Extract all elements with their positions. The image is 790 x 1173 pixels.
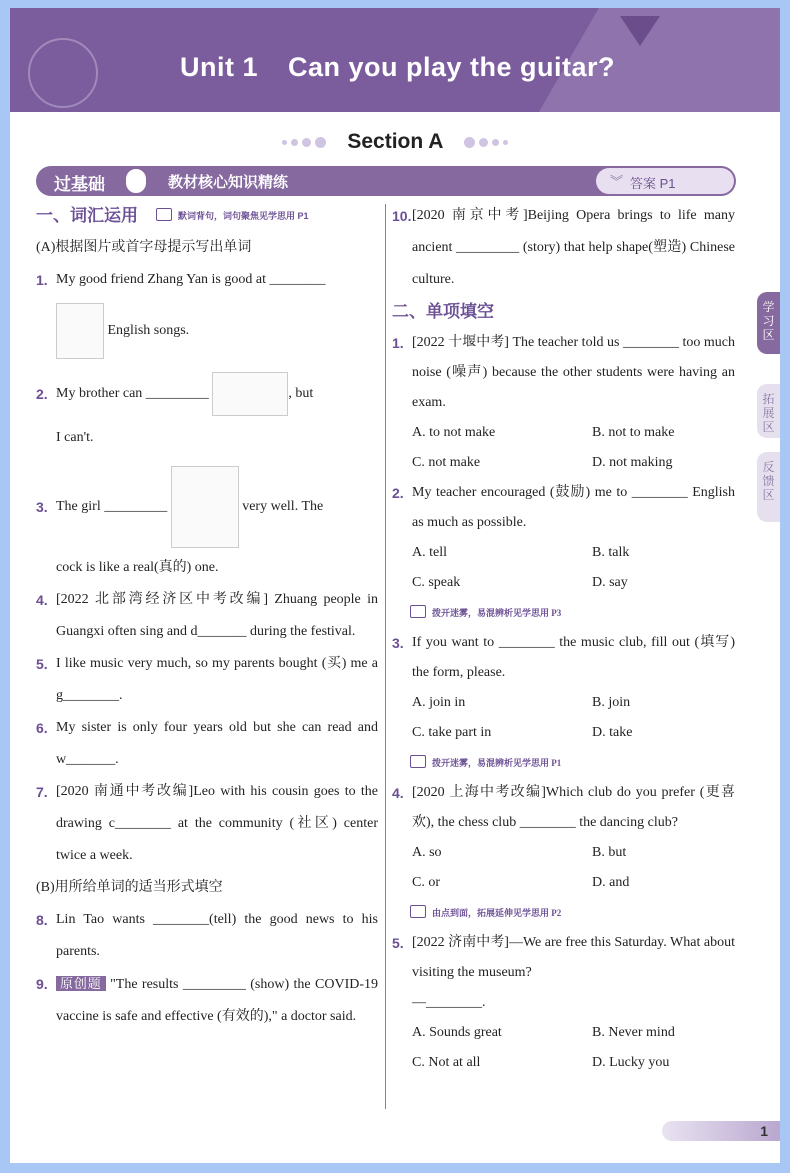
q-text: My teacher encouraged (鼓励) me to ________ English as much as possible. bbox=[412, 485, 735, 530]
q-text: My brother can _________ bbox=[56, 386, 209, 401]
question-1 bbox=[36, 264, 378, 296]
q-text: I can't. bbox=[56, 430, 94, 445]
q-text: [2020 上海中考改编]Which club do you prefer (更喜欢), the chess club ________ the dancing club? bbox=[412, 785, 735, 830]
option-b[interactable]: B. but bbox=[592, 845, 627, 860]
answer-label: 答案 bbox=[630, 176, 657, 191]
mc-question-3 bbox=[392, 628, 735, 688]
option-a[interactable]: A. so bbox=[412, 845, 442, 860]
mc-question-2 bbox=[392, 478, 735, 538]
option-c[interactable]: C. take part in bbox=[412, 725, 492, 740]
note-3 bbox=[392, 898, 735, 928]
clipboard-icon bbox=[124, 167, 148, 195]
touch-screen-icon bbox=[410, 905, 426, 918]
q-number: 5. bbox=[392, 935, 404, 951]
unit-number: Unit 1 bbox=[180, 52, 259, 82]
option-a[interactable]: A. tell bbox=[412, 545, 447, 560]
q-number: 2. bbox=[36, 386, 48, 402]
question-8 bbox=[36, 904, 378, 968]
q-text: , but bbox=[288, 386, 314, 401]
option-c[interactable]: C. Not at all bbox=[412, 1055, 481, 1070]
girl-drawing-image bbox=[171, 466, 239, 548]
option-a[interactable]: A. to not make bbox=[412, 425, 496, 440]
column-divider bbox=[385, 204, 386, 1109]
tab-extension-area[interactable]: 拓展区 bbox=[757, 384, 780, 438]
bar-subtitle: 教材核心知识精练 bbox=[168, 174, 289, 191]
book-search-icon bbox=[410, 755, 426, 768]
mc-question-4 bbox=[392, 778, 735, 838]
girl-singing-image bbox=[56, 303, 104, 359]
tab-study-area[interactable]: 学习区 bbox=[757, 292, 780, 354]
unit-header bbox=[10, 8, 780, 112]
option-c[interactable]: C. speak bbox=[412, 575, 461, 590]
q-text: I like music very much, so my parents bought (买) me a g________. bbox=[56, 656, 378, 703]
question-5 bbox=[36, 648, 378, 712]
question-3 bbox=[36, 462, 378, 552]
answer-page: P1 bbox=[659, 176, 676, 191]
question-10 bbox=[392, 200, 735, 296]
mc-1-options bbox=[392, 418, 735, 478]
note-2 bbox=[392, 748, 735, 778]
q-number: 6. bbox=[36, 720, 48, 736]
question-6 bbox=[36, 712, 378, 776]
option-a[interactable]: A. Sounds great bbox=[412, 1025, 502, 1040]
heading-single-choice: 二、单项填空 bbox=[392, 302, 494, 321]
right-column bbox=[392, 200, 735, 1078]
section-title bbox=[0, 130, 790, 154]
q-text: [2022 北部湾经济区中考改编] Zhuang people in Guangxi often sing and d_______ during the festival. bbox=[56, 592, 378, 639]
book-search-icon bbox=[410, 605, 426, 618]
q-text: The girl _________ bbox=[56, 499, 168, 514]
left-column bbox=[36, 200, 378, 1033]
bar-label: 过基础 bbox=[54, 175, 105, 194]
question-3-cont bbox=[36, 552, 378, 584]
option-d[interactable]: D. say bbox=[592, 575, 628, 590]
option-b[interactable]: B. not to make bbox=[592, 425, 675, 440]
option-d[interactable]: D. take bbox=[592, 725, 633, 740]
swimming-image bbox=[212, 372, 288, 416]
mc-question-5 bbox=[392, 928, 735, 1018]
q-number: 3. bbox=[392, 635, 404, 651]
q-text: [2022 十堰中考] The teacher told us ________ too much noise (噪声) because the other students were having an exam. bbox=[412, 335, 735, 410]
question-4 bbox=[36, 584, 378, 648]
q-text: [2020 南通中考改编]Leo with his cousin goes to the drawing c________ at the community (社区) center twice a week. bbox=[56, 784, 378, 863]
unit-title bbox=[180, 52, 615, 83]
q-text: [2020 南京中考]Beijing Opera brings to life many ancient _________ (story) that help shape(塑造) Chinese culture. bbox=[412, 208, 735, 287]
q-text: very well. The bbox=[242, 499, 324, 514]
tab-feedback-area[interactable]: 反馈区 bbox=[757, 452, 780, 522]
q-answer-line: —________. bbox=[412, 995, 486, 1010]
page-number: 1 bbox=[760, 1123, 768, 1139]
option-b[interactable]: B. join bbox=[592, 695, 631, 710]
q-number: 9. bbox=[36, 976, 48, 992]
q-number: 2. bbox=[392, 485, 404, 501]
q-number: 7. bbox=[36, 784, 48, 800]
option-a[interactable]: A. join in bbox=[412, 695, 466, 710]
answer-link[interactable] bbox=[596, 168, 734, 194]
option-d[interactable]: D. not making bbox=[592, 455, 673, 470]
part-a-instruction: (A)根据图片或首字母提示写出单词 bbox=[36, 240, 252, 255]
mc-4-options bbox=[392, 838, 735, 898]
unit-name: Can you play the guitar? bbox=[288, 52, 616, 82]
note-1 bbox=[392, 598, 735, 628]
q-text: English songs. bbox=[107, 323, 190, 338]
q-text: cock is like a real(真的) one. bbox=[56, 560, 219, 575]
q-text: [2022 济南中考]—We are free this Saturday. What about visiting the museum? bbox=[412, 935, 735, 980]
section-label: Section A bbox=[347, 130, 443, 153]
q-number: 8. bbox=[36, 912, 48, 928]
q-number: 5. bbox=[36, 656, 48, 672]
option-c[interactable]: C. not make bbox=[412, 455, 481, 470]
question-9 bbox=[36, 968, 378, 1033]
option-b[interactable]: B. Never mind bbox=[592, 1025, 675, 1040]
dots-left-icon bbox=[280, 130, 328, 154]
heading-text: 一、词汇运用 bbox=[36, 206, 138, 225]
note-text: 拨开迷雾，易混辨析见学思用 P3 bbox=[432, 608, 562, 618]
mc-3-options bbox=[392, 688, 735, 748]
q-number: 4. bbox=[36, 592, 48, 608]
question-1-cont bbox=[36, 296, 378, 366]
q-number: 10. bbox=[392, 208, 412, 224]
book-icon bbox=[156, 208, 172, 221]
section-bar bbox=[36, 166, 736, 196]
mc-2-options bbox=[392, 538, 735, 598]
original-tag: 原创题 bbox=[56, 976, 106, 991]
q-number: 1. bbox=[392, 335, 404, 351]
q-text: My good friend Zhang Yan is good at ________ bbox=[56, 272, 326, 287]
question-7 bbox=[36, 776, 378, 872]
note-text: 由点到面，拓展延伸见学思用 P2 bbox=[432, 908, 562, 918]
option-b[interactable]: B. talk bbox=[592, 545, 630, 560]
double-chevron-down-icon: ︾ bbox=[610, 174, 624, 189]
ferris-wheel-icon bbox=[28, 38, 98, 108]
q-number: 3. bbox=[36, 499, 48, 515]
q-number: 1. bbox=[36, 272, 48, 288]
q-text: "The results _________ (show) the COVID-19 vaccine is safe and effective (有效的)," a doctor said. bbox=[56, 977, 379, 1024]
option-d[interactable]: D. Lucky you bbox=[592, 1055, 670, 1070]
note-text: 拨开迷雾，易混辨析见学思用 P1 bbox=[432, 758, 562, 768]
q-text: If you want to ________ the music club, fill out (填写) the form, please. bbox=[412, 635, 735, 680]
mc-5-options bbox=[392, 1018, 735, 1078]
question-2 bbox=[36, 366, 378, 422]
heading-note: 默词背句，词句聚焦见学思用 P1 bbox=[178, 211, 309, 221]
dots-right-icon bbox=[462, 130, 510, 154]
option-c[interactable]: C. or bbox=[412, 875, 440, 890]
heading-vocabulary bbox=[36, 200, 378, 232]
option-d[interactable]: D. and bbox=[592, 875, 630, 890]
question-2-cont bbox=[36, 422, 378, 462]
mc-question-1 bbox=[392, 328, 735, 418]
q-text: Lin Tao wants ________(tell) the good news to his parents. bbox=[56, 912, 378, 959]
page-number-bar bbox=[662, 1121, 780, 1141]
part-b-instruction: (B)用所给单词的适当形式填空 bbox=[36, 880, 223, 895]
q-number: 4. bbox=[392, 785, 404, 801]
q-text: My sister is only four years old but she can read and w_______. bbox=[56, 720, 378, 767]
